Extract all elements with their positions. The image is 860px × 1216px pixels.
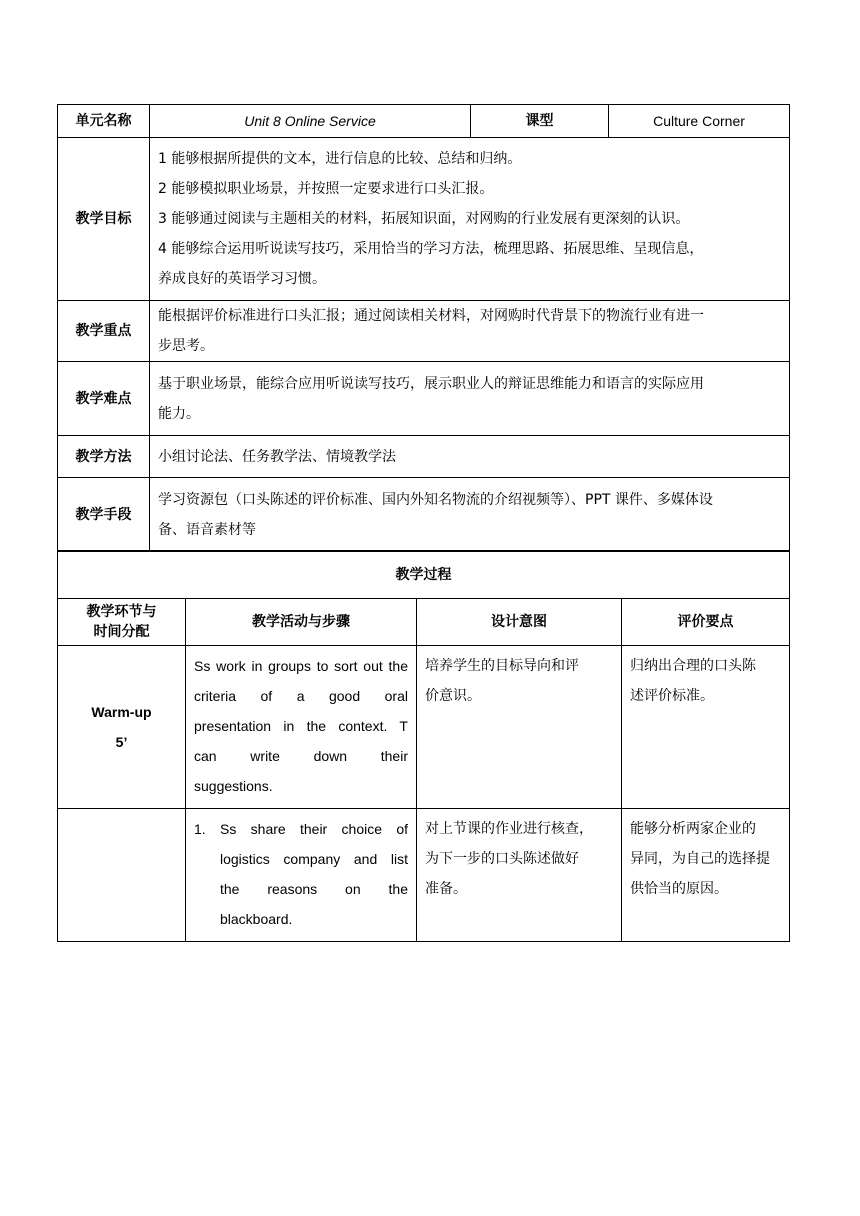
evaluation-cell [622, 809, 790, 942]
activity-line: the reasons on the [220, 881, 408, 897]
objectives-row [58, 138, 790, 301]
activity-cell [186, 809, 417, 942]
process-header-row [58, 599, 790, 646]
objectives-label: 教学目标 [58, 138, 150, 301]
activity-line: can write down their [194, 748, 408, 764]
activity-line: suggestions. [194, 778, 273, 794]
course-info-table [57, 104, 790, 552]
intent-line: 对上节课的作业进行核查， [425, 821, 593, 837]
activity-cell [186, 646, 417, 809]
means-row [58, 478, 790, 552]
key-points-line: 能根据评价标准进行口头汇报；通过阅读相关材料，对网购时代背景下的物流行业有进一 [158, 308, 704, 324]
intent-line: 为下一步的口头陈述做好 [425, 851, 579, 867]
intent-cell [417, 809, 622, 942]
evaluation-line: 归纳出合理的口头陈 [630, 658, 756, 674]
process-title: 教学过程 [58, 551, 790, 599]
stage-cell [58, 646, 186, 809]
methods-label: 教学方法 [58, 436, 150, 478]
stage-cell [58, 809, 186, 942]
intent-line: 价意识。 [425, 688, 481, 704]
difficulties-content [150, 362, 790, 436]
activity-line: blackboard. [220, 911, 293, 927]
evaluation-cell [622, 646, 790, 809]
key-points-line: 步思考。 [158, 338, 214, 354]
process-row-2 [58, 809, 790, 942]
activities-column-header: 教学活动与步骤 [186, 599, 417, 646]
unit-label: 单元名称 [58, 105, 150, 138]
difficulties-row [58, 362, 790, 436]
key-points-row [58, 301, 790, 362]
activity-line: Ss share their choice of [220, 821, 408, 837]
type-value: Culture Corner [609, 105, 790, 138]
objectives-content [150, 138, 790, 301]
objective-item: 养成良好的英语学习习惯。 [158, 271, 326, 287]
stage-header-line: 教学环节与 [86, 604, 157, 620]
means-line: 学习资源包（口头陈述的评价标准、国内外知名物流的介绍视频等）、PPT 课件、多媒体设 [158, 491, 713, 508]
intent-column-header: 设计意图 [417, 599, 622, 646]
activity-line: Ss work in groups to sort out the [194, 658, 408, 674]
unit-value: Unit 8 Online Service [150, 105, 471, 138]
evaluation-line: 供恰当的原因。 [630, 881, 728, 897]
objective-item: 1 能够根据所提供的文本，进行信息的比较、总结和归纳。 [158, 151, 522, 167]
key-points-label: 教学重点 [58, 301, 150, 362]
stage-time: 5’ [115, 734, 128, 750]
objective-item: 3 能够通过阅读与主题相关的材料，拓展知识面，对网购的行业发展有更深刻的认识。 [158, 211, 690, 227]
objective-item: 4 能够综合运用听说读写技巧，采用恰当的学习方法，梳理思路、拓展思维、呈现信息， [158, 241, 704, 257]
difficulties-line: 能力。 [158, 405, 200, 422]
means-label: 教学手段 [58, 478, 150, 552]
difficulties-label: 教学难点 [58, 362, 150, 436]
header-row [58, 105, 790, 138]
stage-name: Warm-up [91, 704, 152, 720]
activity-line: criteria of a good oral [194, 688, 408, 704]
activity-line: logistics company and list [220, 851, 408, 867]
means-content [150, 478, 790, 552]
process-row-warmup [58, 646, 790, 809]
evaluation-line: 述评价标准。 [630, 688, 714, 704]
intent-line: 培养学生的目标导向和评 [425, 658, 579, 674]
process-title-row [58, 551, 790, 599]
stage-header-line: 时间分配 [93, 624, 150, 640]
methods-row [58, 436, 790, 478]
activity-line: presentation in the context. T [194, 718, 408, 734]
intent-line: 准备。 [425, 881, 467, 897]
key-points-content [150, 301, 790, 362]
teaching-process-table [57, 550, 790, 942]
stage-column-header [58, 599, 186, 646]
objective-item: 2 能够模拟职业场景，并按照一定要求进行口头汇报。 [158, 181, 494, 197]
type-label: 课型 [471, 105, 609, 138]
methods-content: 小组讨论法、任务教学法、情境教学法 [150, 436, 790, 478]
evaluation-column-header: 评价要点 [622, 599, 790, 646]
activity-number: 1. [194, 821, 206, 837]
difficulties-line: 基于职业场景，能综合应用听说读写技巧，展示职业人的辩证思维能力和语言的实际应用 [158, 375, 704, 392]
evaluation-line: 能够分析两家企业的 [630, 821, 756, 837]
intent-cell [417, 646, 622, 809]
means-line: 备、语音素材等 [158, 521, 256, 538]
evaluation-line: 异同，为自己的选择提 [630, 851, 770, 867]
activity-numbered-item [194, 814, 408, 934]
